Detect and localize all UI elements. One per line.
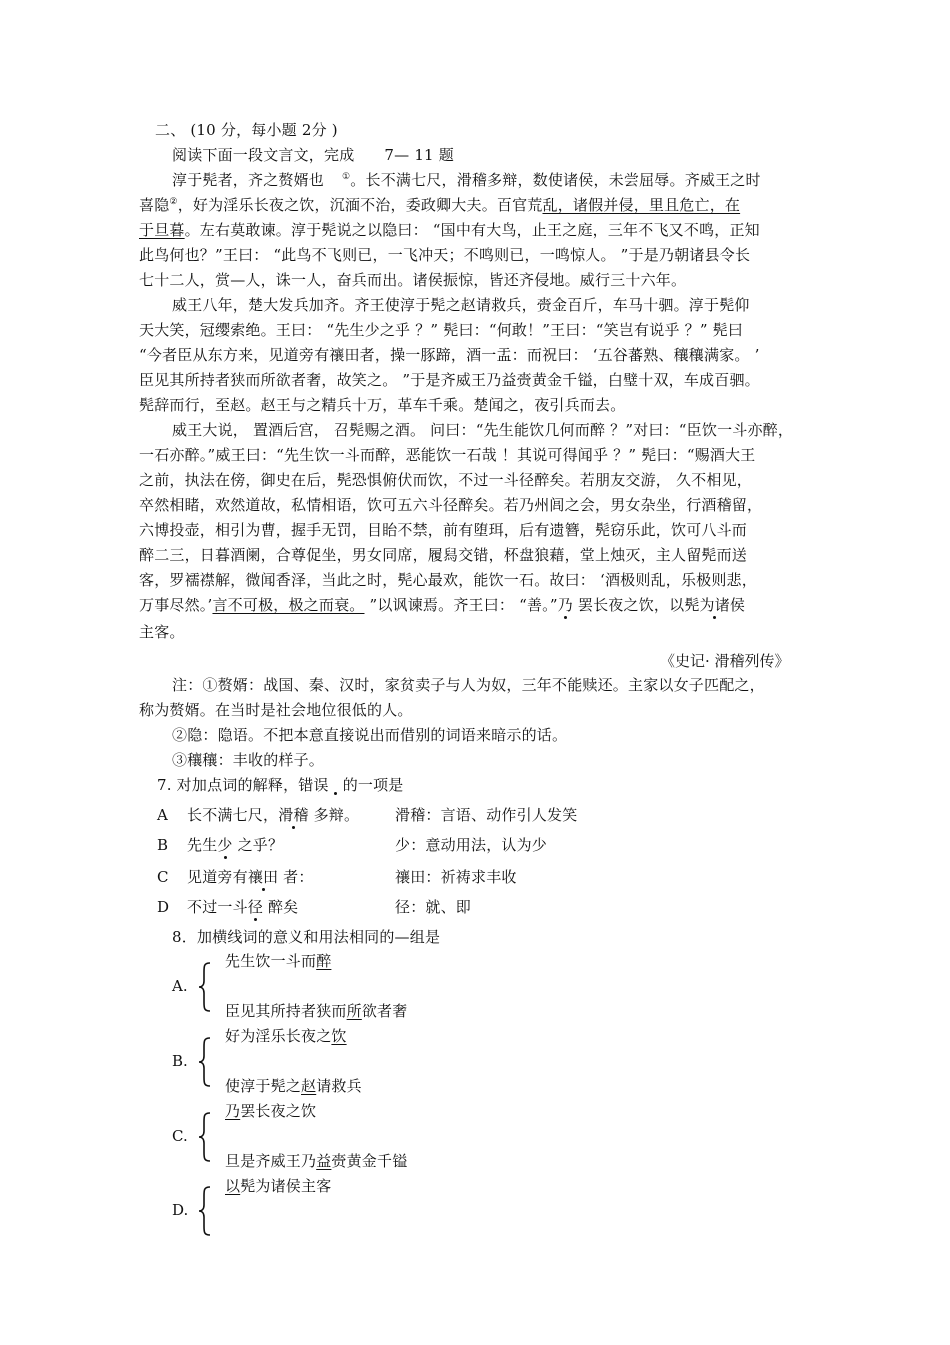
- dotted-word: 禳田: [247, 868, 279, 886]
- option-text: 不过一斗: [187, 898, 248, 916]
- dotted-word: 滑稽: [278, 806, 309, 824]
- passage-text: 淳于髡者，齐之赘婿也: [172, 171, 325, 189]
- dotted-word: 少: [217, 836, 233, 854]
- option-text: 多辩。: [308, 806, 360, 824]
- passage-text: 万事尽然。’: [139, 596, 213, 614]
- option-text: 之乎？: [232, 836, 284, 854]
- passage-line: 主客。: [139, 623, 185, 641]
- underlined-word: 醉: [316, 952, 332, 970]
- option-sentence: [187, 805, 395, 825]
- section-heading: [155, 120, 835, 140]
- underlined-word: 益: [316, 1152, 332, 1170]
- option-explanation: 径：就、即: [395, 898, 472, 916]
- q7-option-d[interactable]: [157, 897, 837, 917]
- source-citation: 《史记· 滑稽列传》: [660, 652, 790, 670]
- option-letter: D: [157, 898, 170, 916]
- note-line: ②隐：隐语。不把本意直接说出而借别的词语来暗示的话。: [172, 726, 568, 744]
- note-line: 注：①赘婿：战国、秦、汉时，家贫卖子与人为奴，三年不能赎还。主家以女子匹配之，: [172, 676, 765, 694]
- underlined-phrase: 言不可极，极之而衰。: [212, 596, 365, 614]
- passage-text: 喜隐: [139, 196, 170, 214]
- passage-text: 。长不满七尺，滑稽多辩，数使诸侯，未尝屈辱。齐威王之时: [350, 171, 761, 189]
- q8-b-line1: [225, 1026, 905, 1046]
- passage-text: ”以讽谏焉。齐王曰： “善。”: [364, 596, 558, 614]
- instruction-range: 7— 11 题: [384, 146, 454, 164]
- note-line: 称为赘婿。在当时是社会地位很低的人。: [139, 701, 413, 719]
- question-text: 7. 对加点词的解释，错误: [157, 776, 329, 794]
- option-text: 醉矣: [263, 898, 299, 916]
- q8-a-line2: [225, 1001, 905, 1021]
- brace-icon: [198, 1112, 212, 1162]
- option-text: 者：: [278, 868, 314, 886]
- passage-line: 此鸟何也？”王曰： “此鸟不飞则已，一飞冲天；不鸣则已，一鸣惊人。 ”于是乃朝诸县令长: [139, 246, 751, 264]
- q8-option-b-label[interactable]: B.: [172, 1052, 188, 1070]
- q8-d-line1: [225, 1176, 905, 1196]
- passage-line: [139, 220, 819, 240]
- option-text: 见道旁有: [187, 868, 248, 886]
- option-sentence: [187, 897, 395, 917]
- option-text: 旦是齐威王乃: [225, 1152, 317, 1170]
- question-text: 的一项是: [342, 776, 404, 794]
- brace-icon: [198, 1037, 212, 1087]
- passage-text: 罢长夜之饮，以: [572, 596, 685, 614]
- passage-line: 卒然相睹，欢然道故，私情相语，饮可五六斗径醉矣。若乃州闾之会，男女杂坐，行酒稽留，: [139, 496, 763, 514]
- underlined-word: 所: [346, 1002, 362, 1020]
- q8-c-line2: [225, 1151, 905, 1171]
- option-text: 臣见其所持者狭而: [225, 1002, 347, 1020]
- q7-option-b[interactable]: [157, 835, 837, 855]
- option-text: 罢长夜之饮: [240, 1102, 317, 1120]
- passage-line: [172, 170, 822, 190]
- option-text: 先生饮一斗而: [225, 952, 317, 970]
- underlined-word: 赵: [301, 1077, 317, 1095]
- section-heading-text: 二、 (10 分，每小题 2分 ): [155, 121, 338, 139]
- q8-option-c-label[interactable]: C.: [172, 1127, 188, 1145]
- passage-line: 客，罗襦襟解，微闻香泽，当此之时，髡心最欢，能饮一石。故曰： ‘酒极则乱，乐极则悲，: [139, 571, 757, 589]
- question-8-stem: 8．加横线词的意义和用法相同的—组是: [172, 928, 441, 946]
- underlined-word: 以: [225, 1177, 241, 1195]
- option-text: 使淳于髡之: [225, 1077, 302, 1095]
- option-letter: B: [157, 836, 169, 854]
- passage-text: ，好为淫乐长夜之饮，沉湎不治，委政卿大夫。百官荒: [177, 196, 543, 214]
- brace-icon: [198, 1186, 212, 1236]
- option-text: 赍黄金千镒: [331, 1152, 408, 1170]
- passage-line: [139, 595, 819, 615]
- dotted-word: 径: [247, 898, 264, 916]
- footnote-mark: ②: [169, 197, 178, 207]
- option-text: 先生: [187, 836, 218, 854]
- passage-line: 威王八年，楚大发兵加齐。齐王使淳于髡之赵请救兵，赍金百斤，车马十驷。淳于髡仰: [172, 296, 750, 314]
- option-text: 欲者奢: [361, 1002, 408, 1020]
- brace-icon: [198, 962, 212, 1012]
- underlined-phrase: 于旦暮: [139, 221, 185, 239]
- underlined-phrase: 乱，诸假并侵，里且危亡，在: [542, 196, 741, 214]
- dotted-word: 髡为诸侯: [684, 596, 746, 614]
- q8-a-line1: [225, 951, 905, 971]
- option-sentence: [187, 835, 395, 855]
- q7-option-c[interactable]: [157, 867, 837, 887]
- passage-line: 七十二人，赏—人，诛一人，奋兵而出。诸侯振惊，皆还齐侵地。威行三十六年。: [139, 271, 687, 289]
- option-explanation: 滑稽：言语、动作引人发笑: [395, 806, 578, 824]
- dotted-word: 乃: [557, 596, 573, 614]
- underlined-word: 饮: [331, 1027, 347, 1045]
- q8-option-a-label[interactable]: A.: [172, 977, 188, 995]
- option-letter: C: [157, 868, 169, 886]
- option-text: 好为淫乐长夜之: [225, 1027, 332, 1045]
- q8-option-d-label[interactable]: D.: [172, 1201, 189, 1219]
- option-sentence: [187, 867, 395, 887]
- option-explanation: 少：意动用法，认为少: [395, 836, 548, 854]
- passage-line: “今者臣从东方来，见道旁有禳田者，操一豚蹄，酒一盂：而祝曰： ‘五谷蕃熟、穰穰满家。 ’: [139, 346, 760, 364]
- q8-c-line1: [225, 1101, 905, 1121]
- passage-line: 六博投壶，相引为曹，握手无罚，目眙不禁，前有堕珥，后有遗簪，髡窃乐此，饮可八斗而: [139, 521, 748, 539]
- passage-line: 醉二三，日暮酒阑，合尊促坐，男女同席，履舄交错，杯盘狼藉，堂上烛灭，主人留髡而送: [139, 546, 748, 564]
- passage-text: 。左右莫敢谏。淳于髡说之以隐曰： “国中有大鸟，止王之庭，三年不飞又不鸣，正知: [184, 221, 760, 239]
- underlined-word: 乃: [225, 1102, 241, 1120]
- passage-line: 髡辞而行，至赵。赵王与之精兵十万，革车千乘。楚闻之，夜引兵而去。: [139, 396, 626, 414]
- passage-line: 威王大说， 置酒后宫， 召髡赐之酒。 问曰：“先生能饮几何而醉 ？”对曰：“臣饮一斗亦醉，: [172, 421, 794, 439]
- instruction-text: 阅读下面一段文言文，完成: [172, 146, 355, 164]
- passage-line: 臣见其所持者狭而所欲者奢，故笑之。 ”于是齐威王乃益赍黄金千镒，白璧十双，车成百驷。: [139, 371, 760, 389]
- option-text: 髡为诸侯主客: [240, 1177, 332, 1195]
- option-explanation: 禳田：祈祷求丰收: [395, 868, 517, 886]
- question-7-stem: [157, 775, 837, 795]
- option-letter: A: [157, 806, 169, 824]
- footnote-mark: ①: [342, 172, 351, 182]
- q7-option-a[interactable]: [157, 805, 837, 825]
- note-line: ③穰穰：丰收的样子。: [172, 751, 325, 769]
- option-text: 请救兵: [316, 1077, 362, 1095]
- passage-line: [139, 195, 819, 215]
- instruction-line: [172, 145, 822, 165]
- passage-line: 天大笑，冠缨索绝。王曰： “先生少之乎 ？” 髡曰：“何敢！”王曰：“笑岂有说乎 ？” 髡曰: [139, 321, 744, 339]
- passage-line: 之前，执法在傍，御史在后，髡恐惧俯伏而饮，不过一斗径醉矣。若朋友交游， 久不相见，: [139, 471, 752, 489]
- q8-b-line2: [225, 1076, 905, 1096]
- option-text: 长不满七尺，: [187, 806, 279, 824]
- passage-line: 一石亦醉。”威王曰：“先生饮一斗而醉，恶能饮一石哉 ！其说可得闻乎 ？” 髡曰：“赐酒大王: [139, 446, 756, 464]
